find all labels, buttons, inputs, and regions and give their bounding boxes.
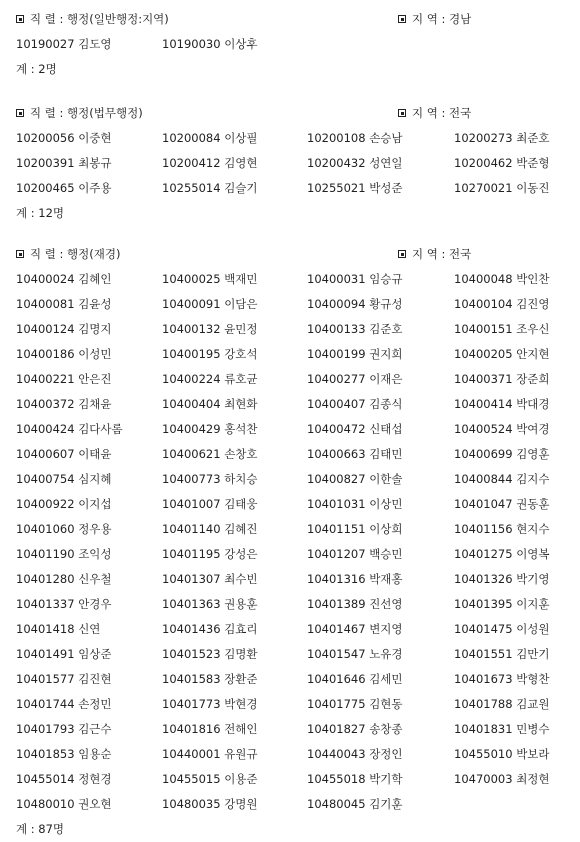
candidate-entry: 10401060 정우용 <box>16 522 112 536</box>
candidate-entry: 10401583 장환준 <box>162 672 258 686</box>
candidate-entry: 10200108 손승남 <box>307 131 403 145</box>
square-bullet-icon <box>16 250 24 258</box>
candidate-entry: 10400195 강호석 <box>162 347 258 361</box>
candidate-entry: 10400081 김윤성 <box>16 297 112 311</box>
region-text: 지 역 : 경남 <box>412 12 472 26</box>
entry-row <box>0 592 580 617</box>
job-series-label <box>16 242 120 267</box>
candidate-entry: 10200084 이상필 <box>162 131 258 145</box>
candidate-entry: 10401307 최수빈 <box>162 572 258 586</box>
candidate-entry: 10400094 황규성 <box>307 297 403 311</box>
candidate-entry: 10401363 권용훈 <box>162 597 258 611</box>
candidate-entry: 10401853 임용순 <box>16 747 112 761</box>
job-series-label <box>16 101 143 126</box>
candidate-entry: 10400524 박여경 <box>454 422 550 436</box>
candidate-entry: 10401140 김혜진 <box>162 522 258 536</box>
candidate-entry: 10401275 이영복 <box>454 547 550 561</box>
candidate-entry: 10400424 김다사롬 <box>16 422 123 436</box>
entry-row <box>0 317 580 342</box>
region-text: 지 역 : 전국 <box>412 106 472 120</box>
candidate-entry: 10400221 안은진 <box>16 372 112 386</box>
candidate-entry: 10401031 이상민 <box>307 497 403 511</box>
candidate-entry: 10400621 손창호 <box>162 447 258 461</box>
candidate-entry: 10400663 김태민 <box>307 447 403 461</box>
candidate-entry: 10400133 김준호 <box>307 322 403 336</box>
candidate-entry: 10255021 박성준 <box>307 181 403 195</box>
job-series-text: 직 렬 : 행정(일반행정:지역) <box>30 12 169 26</box>
entry-row <box>0 692 580 717</box>
region-label <box>398 242 471 267</box>
entry-row <box>0 467 580 492</box>
section-block <box>0 101 580 226</box>
entry-row <box>0 517 580 542</box>
job-series-text: 직 렬 : 행정(법무행정) <box>30 106 143 120</box>
candidate-entry: 10401793 김근수 <box>16 722 112 736</box>
candidate-entry: 10401827 송창종 <box>307 722 403 736</box>
candidate-entry: 10401207 백승민 <box>307 547 403 561</box>
candidate-entry: 10200465 이주용 <box>16 181 112 195</box>
candidate-entry: 10401491 임상준 <box>16 647 112 661</box>
entry-row <box>0 342 580 367</box>
candidate-entry: 10401007 김태웅 <box>162 497 258 511</box>
candidate-entry: 10255014 김슬기 <box>162 181 258 195</box>
candidate-entry: 10455010 박보라 <box>454 747 550 761</box>
candidate-entry: 10200462 박준형 <box>454 156 550 170</box>
candidate-entry: 10400429 홍석찬 <box>162 422 258 436</box>
candidate-entry: 10400205 안지현 <box>454 347 550 361</box>
candidate-entry: 10400404 최현화 <box>162 397 258 411</box>
candidate-entry: 10480010 권오현 <box>16 797 112 811</box>
square-bullet-icon <box>398 250 406 258</box>
candidate-entry: 10400186 이성민 <box>16 347 112 361</box>
candidate-entry: 10401773 박현경 <box>162 697 258 711</box>
candidate-entry: 10401475 이성원 <box>454 622 550 636</box>
candidate-entry: 10401395 이지훈 <box>454 597 550 611</box>
candidate-entry: 10200432 성연일 <box>307 156 403 170</box>
square-bullet-icon <box>16 15 24 23</box>
entry-row <box>0 392 580 417</box>
entry-row <box>0 151 580 176</box>
entry-row <box>0 667 580 692</box>
candidate-entry: 10401326 박기영 <box>454 572 550 586</box>
region-label <box>398 101 471 126</box>
candidate-entry: 10455018 박기학 <box>307 772 403 786</box>
entry-row <box>0 742 580 767</box>
candidate-entry: 10400277 이재은 <box>307 372 403 386</box>
candidate-entry: 10190030 이상후 <box>162 37 258 51</box>
candidate-entry: 10400754 심지혜 <box>16 472 112 486</box>
candidate-entry: 10400091 이담은 <box>162 297 258 311</box>
candidate-entry: 10401788 김교원 <box>454 697 550 711</box>
section-block <box>0 242 580 842</box>
candidate-entry: 10401190 조익성 <box>16 547 112 561</box>
candidate-entry: 10401744 손정민 <box>16 697 112 711</box>
entry-row <box>0 176 580 201</box>
entry-row <box>0 292 580 317</box>
candidate-entry: 10401831 민병수 <box>454 722 550 736</box>
candidate-entry: 10401151 이상희 <box>307 522 403 536</box>
candidate-entry: 10401547 노유경 <box>307 647 403 661</box>
candidate-entry: 10200056 이중현 <box>16 131 112 145</box>
job-series-label <box>16 7 169 32</box>
candidate-entry: 10440043 장정인 <box>307 747 403 761</box>
square-bullet-icon <box>16 109 24 117</box>
section-header <box>0 7 580 32</box>
candidate-entry: 10401577 김진현 <box>16 672 112 686</box>
square-bullet-icon <box>398 15 406 23</box>
square-bullet-icon <box>398 109 406 117</box>
entry-row <box>0 267 580 292</box>
candidate-entry: 10401646 김세민 <box>307 672 403 686</box>
candidate-entry: 10440001 유원규 <box>162 747 258 761</box>
candidate-entry: 10400372 김채윤 <box>16 397 112 411</box>
candidate-entry: 10400827 이한솔 <box>307 472 403 486</box>
section-block <box>0 7 580 82</box>
entry-row <box>0 417 580 442</box>
candidate-entry: 10400199 권지희 <box>307 347 403 361</box>
entry-row <box>0 642 580 667</box>
candidate-entry: 10401816 전해인 <box>162 722 258 736</box>
candidate-entry: 10200273 최준호 <box>454 131 550 145</box>
candidate-entry: 10401156 현지수 <box>454 522 550 536</box>
entry-row <box>0 542 580 567</box>
entry-row <box>0 126 580 151</box>
candidate-entry: 10400024 김혜인 <box>16 272 112 286</box>
entry-row <box>0 567 580 592</box>
candidate-entry: 10200391 최봉규 <box>16 156 112 170</box>
candidate-entry: 10455015 이용준 <box>162 772 258 786</box>
section-total: 계 : 87명 <box>16 822 65 836</box>
candidate-entry: 10401673 박형찬 <box>454 672 550 686</box>
candidate-entry: 10401551 김만기 <box>454 647 550 661</box>
candidate-entry: 10400151 조우신 <box>454 322 550 336</box>
candidate-entry: 10400414 박대경 <box>454 397 550 411</box>
entry-row <box>0 792 580 817</box>
candidate-entry: 10480035 강명원 <box>162 797 258 811</box>
candidate-entry: 10190027 김도영 <box>16 37 112 51</box>
candidate-entry: 10400025 백재민 <box>162 272 258 286</box>
candidate-entry: 10401523 김명환 <box>162 647 258 661</box>
candidate-entry: 10480045 김기훈 <box>307 797 403 811</box>
candidate-entry: 10400224 류호균 <box>162 372 258 386</box>
entry-row <box>0 32 580 57</box>
candidate-entry: 10270021 이동진 <box>454 181 550 195</box>
candidate-entry: 10401337 안경우 <box>16 597 112 611</box>
candidate-entry: 10401047 권동훈 <box>454 497 550 511</box>
candidate-entry: 10400031 임승규 <box>307 272 403 286</box>
candidate-entry: 10400371 장준희 <box>454 372 550 386</box>
entry-row <box>0 717 580 742</box>
candidate-entry: 10400844 김지수 <box>454 472 550 486</box>
candidate-entry: 10400773 하치승 <box>162 472 258 486</box>
candidate-entry: 10401775 김현동 <box>307 697 403 711</box>
entry-row <box>0 617 580 642</box>
candidate-entry: 10400048 박인찬 <box>454 272 550 286</box>
candidate-entry: 10400124 김명지 <box>16 322 112 336</box>
entry-row <box>0 367 580 392</box>
candidate-entry: 10401195 강성은 <box>162 547 258 561</box>
section-header <box>0 101 580 126</box>
entry-row <box>0 492 580 517</box>
section-total: 계 : 12명 <box>16 206 65 220</box>
candidate-entry: 10401418 신연 <box>16 622 101 636</box>
candidate-entry: 10400607 이태윤 <box>16 447 112 461</box>
candidate-entry: 10400472 신태섭 <box>307 422 403 436</box>
candidate-entry: 10401436 김효리 <box>162 622 258 636</box>
region-label <box>398 7 471 32</box>
candidate-entry: 10400132 윤민정 <box>162 322 258 336</box>
candidate-entry: 10401316 박재홍 <box>307 572 403 586</box>
section-header <box>0 242 580 267</box>
job-series-text: 직 렬 : 행정(재경) <box>30 247 121 261</box>
section-total: 계 : 2명 <box>16 62 57 76</box>
candidate-entry: 10400104 김진영 <box>454 297 550 311</box>
candidate-entry: 10400922 이지섭 <box>16 497 112 511</box>
candidate-entry: 10401280 신우철 <box>16 572 112 586</box>
candidate-entry: 10200412 김영현 <box>162 156 258 170</box>
entry-row <box>0 442 580 467</box>
candidate-entry: 10400407 김종식 <box>307 397 403 411</box>
entry-row <box>0 767 580 792</box>
region-text: 지 역 : 전국 <box>412 247 472 261</box>
candidate-entry: 10470003 최정현 <box>454 772 550 786</box>
candidate-entry: 10400699 김영훈 <box>454 447 550 461</box>
candidate-entry: 10401467 변지영 <box>307 622 403 636</box>
candidate-entry: 10401389 진선영 <box>307 597 403 611</box>
candidate-entry: 10455014 정현경 <box>16 772 112 786</box>
